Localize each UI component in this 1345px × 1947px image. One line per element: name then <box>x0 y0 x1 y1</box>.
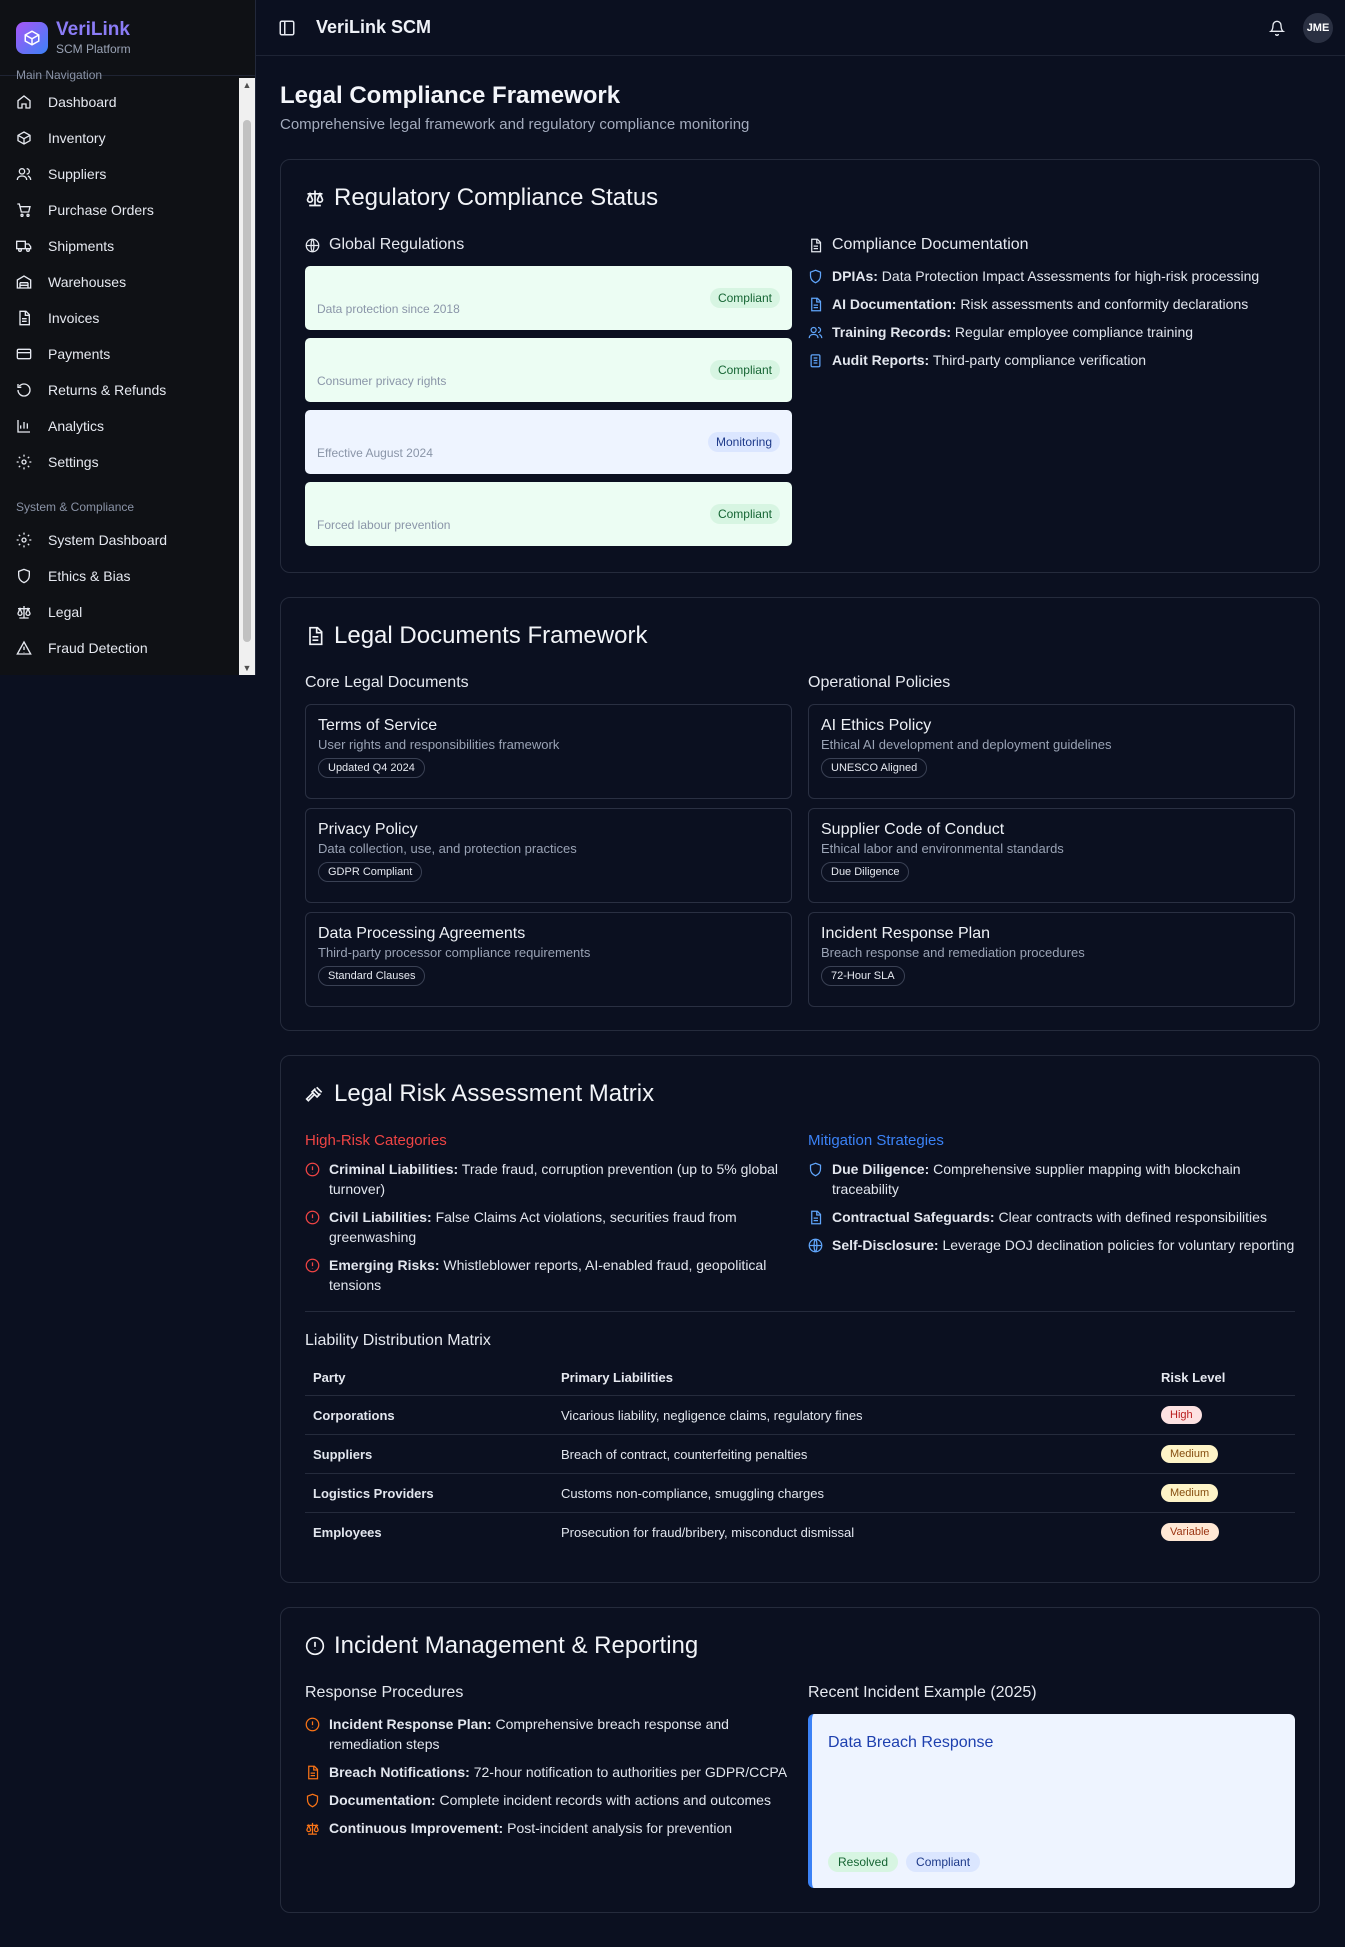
regulation-item[interactable] <box>305 482 792 546</box>
sidebar-item-inventory[interactable] <box>0 120 237 156</box>
status-badge: Compliant <box>710 360 780 380</box>
scroll-up-icon[interactable]: ▲ <box>242 80 252 90</box>
regulation-desc: Consumer privacy rights <box>317 374 447 388</box>
risk-label: Self-Disclosure: <box>832 1237 939 1253</box>
liability-cell: Vicarious liability, negligence claims, regulatory fines <box>553 1396 1153 1435</box>
sidebar-item-ethics[interactable] <box>0 558 237 594</box>
doc-card-title: Privacy Policy <box>318 821 418 838</box>
doc-card-title: Data Processing Agreements <box>318 925 526 942</box>
doc-card-title: Supplier Code of Conduct <box>821 821 1005 838</box>
globe-icon <box>808 1238 823 1253</box>
doc-label: Training Records: <box>832 324 952 340</box>
procedure-label: Breach Notifications: <box>329 1764 470 1780</box>
alert-circle-icon <box>305 1258 320 1273</box>
box-logo-icon <box>16 22 48 54</box>
risk-level-cell <box>1153 1513 1295 1552</box>
brand-name: VeriLink <box>56 19 130 40</box>
sidebar-item-returns[interactable] <box>0 372 237 408</box>
doc-card[interactable] <box>305 912 792 1007</box>
doc-card-title: Incident Response Plan <box>821 925 990 942</box>
alert-circle-icon <box>305 1717 320 1732</box>
alert-circle-icon <box>305 1162 320 1177</box>
sidebar-item-label: Analytics <box>48 418 105 434</box>
heading-text: Global Regulations <box>329 236 465 253</box>
doc-card-desc: Ethical labor and environmental standards <box>821 841 1064 856</box>
regulatory-card <box>280 159 1320 573</box>
table-row[interactable] <box>305 1474 1295 1513</box>
sidebar-item-label: Legal <box>48 604 83 620</box>
doc-tag: 72-Hour SLA <box>821 966 905 986</box>
regulation-item[interactable] <box>305 410 792 474</box>
risk-level-badge: Medium <box>1161 1484 1218 1502</box>
resolved-badge: Resolved <box>828 1852 898 1872</box>
header-title: VeriLink SCM <box>316 17 432 37</box>
liability-cell: Prosecution for fraud/bribery, misconduct dismissal <box>561 1524 855 1540</box>
bell-icon[interactable] <box>1269 20 1285 36</box>
incident-example-heading: Recent Incident Example (2025) <box>808 1684 1037 1701</box>
sidebar-item-payments[interactable] <box>0 336 237 372</box>
table-row[interactable] <box>305 1396 1295 1435</box>
sidebar-item-warehouses[interactable] <box>0 264 237 300</box>
cart-icon <box>16 202 32 218</box>
compliance-documentation-heading <box>808 236 1295 254</box>
sidebar-item-suppliers[interactable] <box>0 156 237 192</box>
sidebar-item-label: Settings <box>48 454 99 470</box>
risk-line <box>808 1207 1295 1227</box>
users-icon <box>808 325 823 340</box>
risk-level-cell <box>1153 1396 1295 1435</box>
brand[interactable] <box>0 0 255 76</box>
doc-card-desc: Data collection, use, and protection practices <box>318 841 577 856</box>
risk-level-cell <box>1153 1474 1295 1513</box>
sidebar-item-label: Invoices <box>48 310 100 326</box>
sidebar-nav <box>0 68 237 675</box>
shield-icon <box>808 1162 823 1177</box>
alert-circle-icon <box>305 1636 325 1656</box>
sidebar-item-label: Returns & Refunds <box>48 382 167 398</box>
column-header: Primary Liabilities <box>553 1370 1153 1396</box>
sidebar-item-label: Suppliers <box>48 166 107 182</box>
doc-text: Third-party compliance verification <box>932 352 1147 368</box>
regulation-item[interactable] <box>305 338 792 402</box>
page-title: Legal Compliance Framework <box>280 82 621 109</box>
card-title <box>305 184 1295 212</box>
rotate-ccw-icon <box>16 382 32 398</box>
risk-text: False Claims Act violations, securities fraud from greenwashing <box>329 1209 737 1245</box>
risk-matrix-card <box>280 1055 1320 1583</box>
sidebar-item-label: Dashboard <box>48 94 117 110</box>
risk-level-badge: Medium <box>1161 1445 1218 1463</box>
global-regulations-heading <box>305 236 792 254</box>
risk-label: Emerging Risks: <box>329 1257 440 1273</box>
sidebar-item-label: Ethics & Bias <box>48 568 131 584</box>
sidebar-item-fraud[interactable] <box>0 630 237 666</box>
table-row[interactable] <box>305 1435 1295 1474</box>
risk-text: Whistleblower reports, AI-enabled fraud, geopolitical tensions <box>329 1257 767 1293</box>
gavel-icon <box>305 1084 325 1104</box>
sidebar-item-dashboard[interactable] <box>0 84 237 120</box>
procedure-text: Complete incident records with actions and outcomes <box>439 1792 771 1808</box>
mitigation-heading: Mitigation Strategies <box>808 1132 944 1149</box>
sidebar-item-settings[interactable] <box>0 444 237 480</box>
incident-card <box>280 1607 1320 1913</box>
sidebar-item-shipments[interactable] <box>0 228 237 264</box>
procedure-text: 72-hour notification to authorities per GDPR/CCPA <box>473 1764 788 1780</box>
regulation-desc: Effective August 2024 <box>317 446 433 460</box>
incident-title: Data Breach Response <box>828 1734 994 1751</box>
doc-tag: UNESCO Aligned <box>821 758 927 778</box>
nav-group-label-main: Main Navigation <box>16 68 103 82</box>
scale-icon <box>305 188 325 208</box>
avatar[interactable]: JME <box>1303 13 1333 43</box>
procedures-heading: Response Procedures <box>305 1684 464 1701</box>
procedure-text: Post-incident analysis for prevention <box>507 1820 733 1836</box>
home-icon <box>16 94 32 110</box>
card-title-text: Legal Risk Assessment Matrix <box>334 1080 655 1107</box>
file-text-icon <box>808 1210 823 1225</box>
sidebar-item-label: Purchase Orders <box>48 202 154 218</box>
sidebar-toggle-icon[interactable] <box>278 19 296 37</box>
liability-table <box>305 1370 1295 1552</box>
procedure-label: Documentation: <box>329 1792 436 1808</box>
sidebar-item-purchase-orders[interactable] <box>0 192 237 228</box>
file-text-icon <box>16 310 32 326</box>
sidebar-item-label: Inventory <box>48 130 106 146</box>
card-title-text: Regulatory Compliance Status <box>334 184 659 211</box>
sidebar-item-invoices[interactable] <box>0 300 237 336</box>
sidebar-item-label: Shipments <box>48 238 115 254</box>
doc-tag: Due Diligence <box>821 862 909 882</box>
risk-label: Criminal Liabilities: <box>329 1161 459 1177</box>
truck-icon <box>16 238 32 254</box>
procedure-line <box>305 1762 792 1782</box>
core-legal-heading: Core Legal Documents <box>305 674 469 691</box>
doc-card-desc: User rights and responsibilities framework <box>318 737 560 752</box>
risk-line <box>305 1255 792 1295</box>
shield-icon <box>305 1793 320 1808</box>
main-content <box>280 56 1320 1913</box>
procedure-line <box>305 1714 792 1754</box>
brand-subtitle: SCM Platform <box>56 42 131 56</box>
users-icon <box>16 166 32 182</box>
procedure-label: Continuous Improvement: <box>329 1820 504 1836</box>
high-risk-heading: High-Risk Categories <box>305 1132 447 1149</box>
file-text-icon <box>305 626 325 646</box>
sidebar-scrollbar[interactable] <box>239 78 255 675</box>
risk-label: Contractual Safeguards: <box>832 1209 995 1225</box>
doc-card[interactable] <box>808 704 1295 799</box>
doc-line <box>808 294 1295 314</box>
party-cell: Logistics Providers <box>305 1474 553 1513</box>
regulation-item[interactable] <box>305 266 792 330</box>
doc-card-desc: Breach response and remediation procedures <box>821 945 1085 960</box>
heading-text: Compliance Documentation <box>832 236 1029 253</box>
matrix-title: Liability Distribution Matrix <box>305 1332 491 1349</box>
sidebar-item-legal[interactable] <box>0 594 237 630</box>
party-cell: Suppliers <box>305 1435 553 1474</box>
regulation-desc: Forced labour prevention <box>317 518 451 532</box>
risk-line <box>305 1207 792 1247</box>
risk-label: Civil Liabilities: <box>329 1209 432 1225</box>
doc-label: AI Documentation: <box>832 296 957 312</box>
doc-line <box>808 350 1295 370</box>
risk-level-badge: High <box>1161 1406 1202 1424</box>
risk-line <box>808 1159 1295 1199</box>
alert-triangle-icon <box>16 640 32 656</box>
doc-card-title: AI Ethics Policy <box>821 717 932 734</box>
sidebar-item-analytics[interactable] <box>0 408 237 444</box>
doc-card[interactable] <box>305 808 792 903</box>
risk-line <box>808 1235 1295 1255</box>
procedure-label: Incident Response Plan: <box>329 1716 492 1732</box>
risk-text: Trade fraud, corruption prevention (up to 5% global turnover) <box>329 1161 779 1197</box>
doc-card[interactable] <box>305 704 792 799</box>
package-icon <box>16 130 32 146</box>
scale-icon <box>305 1821 320 1836</box>
doc-text: Data Protection Impact Assessments for high-risk processing <box>881 268 1260 284</box>
risk-level-cell <box>1153 1435 1295 1474</box>
alert-circle-icon <box>305 1210 320 1225</box>
risk-text: Comprehensive supplier mapping with blockchain traceability <box>832 1161 1241 1197</box>
file-text-icon <box>808 297 823 312</box>
card-title <box>305 1632 1295 1660</box>
card-title <box>305 622 1295 650</box>
doc-text: Risk assessments and conformity declarations <box>960 296 1249 312</box>
risk-label: Due Diligence: <box>832 1161 930 1177</box>
compliant-badge: Compliant <box>906 1852 980 1872</box>
sidebar-item-label: Fraud Detection <box>48 640 148 656</box>
doc-card-desc: Ethical AI development and deployment guidelines <box>821 737 1112 752</box>
column-header: Party <box>305 1370 553 1396</box>
status-badge: Compliant <box>710 504 780 524</box>
bar-chart-icon <box>16 418 32 434</box>
sidebar-item-label: Payments <box>48 346 111 362</box>
table-row[interactable] <box>305 1513 1295 1552</box>
doc-label: DPIAs: <box>832 268 878 284</box>
doc-label: Audit Reports: <box>832 352 930 368</box>
shield-icon <box>16 568 32 584</box>
party-cell: Corporations <box>305 1396 553 1435</box>
risk-text: Leverage DOJ declination policies for voluntary reporting <box>942 1237 1295 1253</box>
scale-icon <box>16 604 32 620</box>
risk-text: Clear contracts with defined responsibilities <box>998 1209 1267 1225</box>
globe-icon <box>305 238 320 253</box>
procedure-line <box>305 1818 792 1838</box>
credit-card-icon <box>16 346 32 362</box>
doc-tag: GDPR Compliant <box>318 862 422 882</box>
sidebar <box>0 0 256 675</box>
scroll-down-icon[interactable]: ▼ <box>242 663 252 673</box>
risk-line <box>305 1159 792 1199</box>
procedure-line <box>305 1790 792 1810</box>
card-title-text: Incident Management & Reporting <box>334 1632 699 1659</box>
party-cell: Employees <box>313 1524 382 1540</box>
sidebar-item-system-dashboard[interactable] <box>0 522 237 558</box>
doc-card[interactable] <box>808 808 1295 903</box>
liability-cell: Breach of contract, counterfeiting penalties <box>553 1435 1153 1474</box>
clipboard-icon <box>808 353 823 368</box>
status-badge: Monitoring <box>708 432 780 452</box>
liability-cell: Customs non-compliance, smuggling charges <box>553 1474 1153 1513</box>
nav-group-label-system: System & Compliance <box>16 500 135 514</box>
legal-documents-card <box>280 597 1320 1031</box>
gear-icon <box>16 532 32 548</box>
shield-icon <box>808 269 823 284</box>
doc-card[interactable] <box>808 912 1295 1007</box>
file-text-icon <box>808 238 823 253</box>
scroll-thumb[interactable] <box>243 120 251 642</box>
sidebar-item-label: Warehouses <box>48 274 127 290</box>
card-title <box>305 1080 1295 1108</box>
column-header: Risk Level <box>1153 1370 1295 1396</box>
doc-line <box>808 266 1295 286</box>
top-header <box>256 0 1345 56</box>
warehouse-icon <box>16 274 32 290</box>
doc-tag: Standard Clauses <box>318 966 425 986</box>
doc-card-desc: Third-party processor compliance requirements <box>318 945 591 960</box>
operational-policies-heading: Operational Policies <box>808 674 951 691</box>
divider <box>305 1311 1295 1312</box>
doc-text: Regular employee compliance training <box>954 324 1194 340</box>
procedure-text: Comprehensive breach response and remediation steps <box>329 1716 729 1752</box>
incident-example-box[interactable] <box>808 1714 1295 1888</box>
doc-tag: Updated Q4 2024 <box>318 758 425 778</box>
card-title-text: Legal Documents Framework <box>334 622 648 649</box>
doc-card-title: Terms of Service <box>318 717 438 734</box>
regulation-desc: Data protection since 2018 <box>317 302 460 316</box>
table-header-row <box>305 1370 1295 1396</box>
gear-icon <box>16 454 32 470</box>
file-text-icon <box>305 1765 320 1780</box>
page-subtitle: Comprehensive legal framework and regulatory compliance monitoring <box>280 116 750 133</box>
sidebar-item-label: System Dashboard <box>48 532 168 548</box>
doc-line <box>808 322 1295 342</box>
risk-level-badge: Variable <box>1161 1523 1219 1541</box>
status-badge: Compliant <box>710 288 780 308</box>
